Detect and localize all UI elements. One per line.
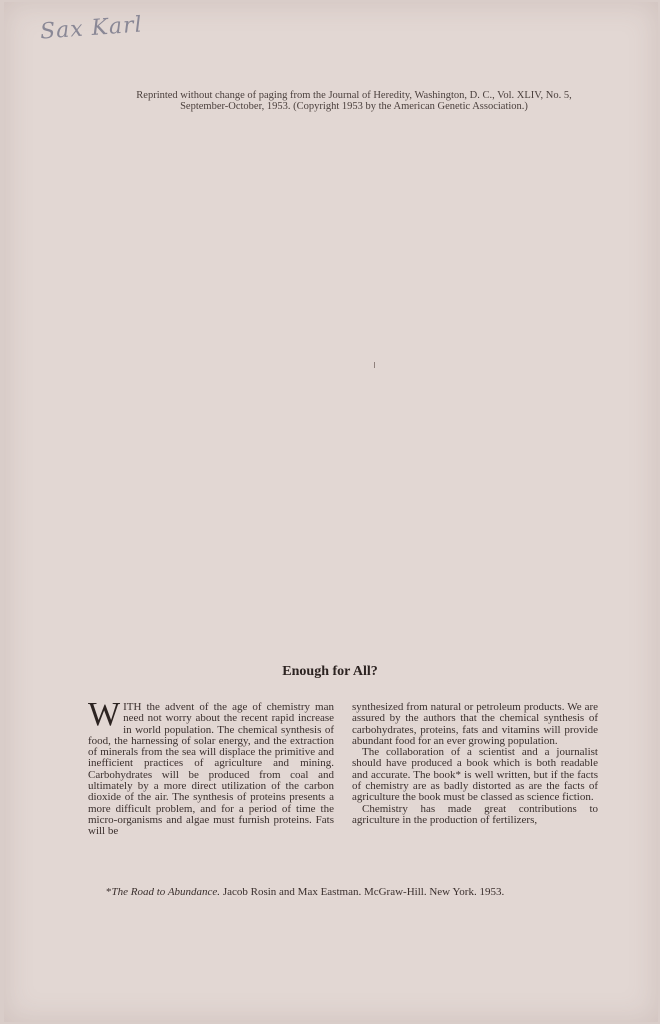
footnote (106, 886, 606, 898)
article-column-left (88, 696, 334, 838)
paragraph-text: ITH the advent of the age of chemistry man need not worry about the recent rapid increase in world population. The chemical synthesis of food, the harnessing of solar energy, and the extraction of minerals from the sea will displace the primitive and inefficient practices of agriculture and mining. Carbohydrates will be produced from coal and ultimately by a more direct utilization of the carbon dioxide of the air. The synthesis of proteins presents a more difficult problem, and for a period of time the micro-organisms and algae must furnish proteins. Fats will be (88, 701, 334, 838)
reprint-header-line1: Reprinted without change of paging from the Journal of Heredity, Washington, D. C., Vol. XLIV, No. 5, (136, 90, 572, 101)
reprint-header-line2: September-October, 1953. (Copyright 1953 by the American Genetic Association.) (180, 101, 528, 112)
drop-cap: W (88, 696, 121, 733)
paper-sheet (4, 2, 658, 1022)
handwritten-name: Sax Karl (39, 12, 144, 45)
footnote-details: Jacob Rosin and Max Eastman. McGraw-Hill. New York. 1953. (220, 886, 505, 898)
paragraph: synthesized from natural or petroleum products. We are assured by the authors that the chemical synthesis of carbohydrates, proteins, fats and vitamins will provide abundant food for an ever growing population. (352, 701, 598, 747)
footnote-book-title: The Road to Abundance. (111, 886, 221, 898)
reprint-header (84, 90, 624, 112)
paragraph: The collaboration of a scientist and a journalist should have produced a book which is both readable and accurate. The book* is well written, but if the facts of chemistry are as badly distorted as are the facts of agriculture the book must be classed as science fiction. (352, 746, 598, 804)
paper-speck (374, 362, 375, 368)
paragraph: Chemistry has made great contributions to agriculture in the production of fertilizers, (352, 802, 598, 826)
article-title: Enough for All? (282, 664, 378, 679)
article-column-right (352, 702, 598, 826)
footnote-marker: * (106, 886, 112, 898)
paragraph (88, 696, 334, 838)
